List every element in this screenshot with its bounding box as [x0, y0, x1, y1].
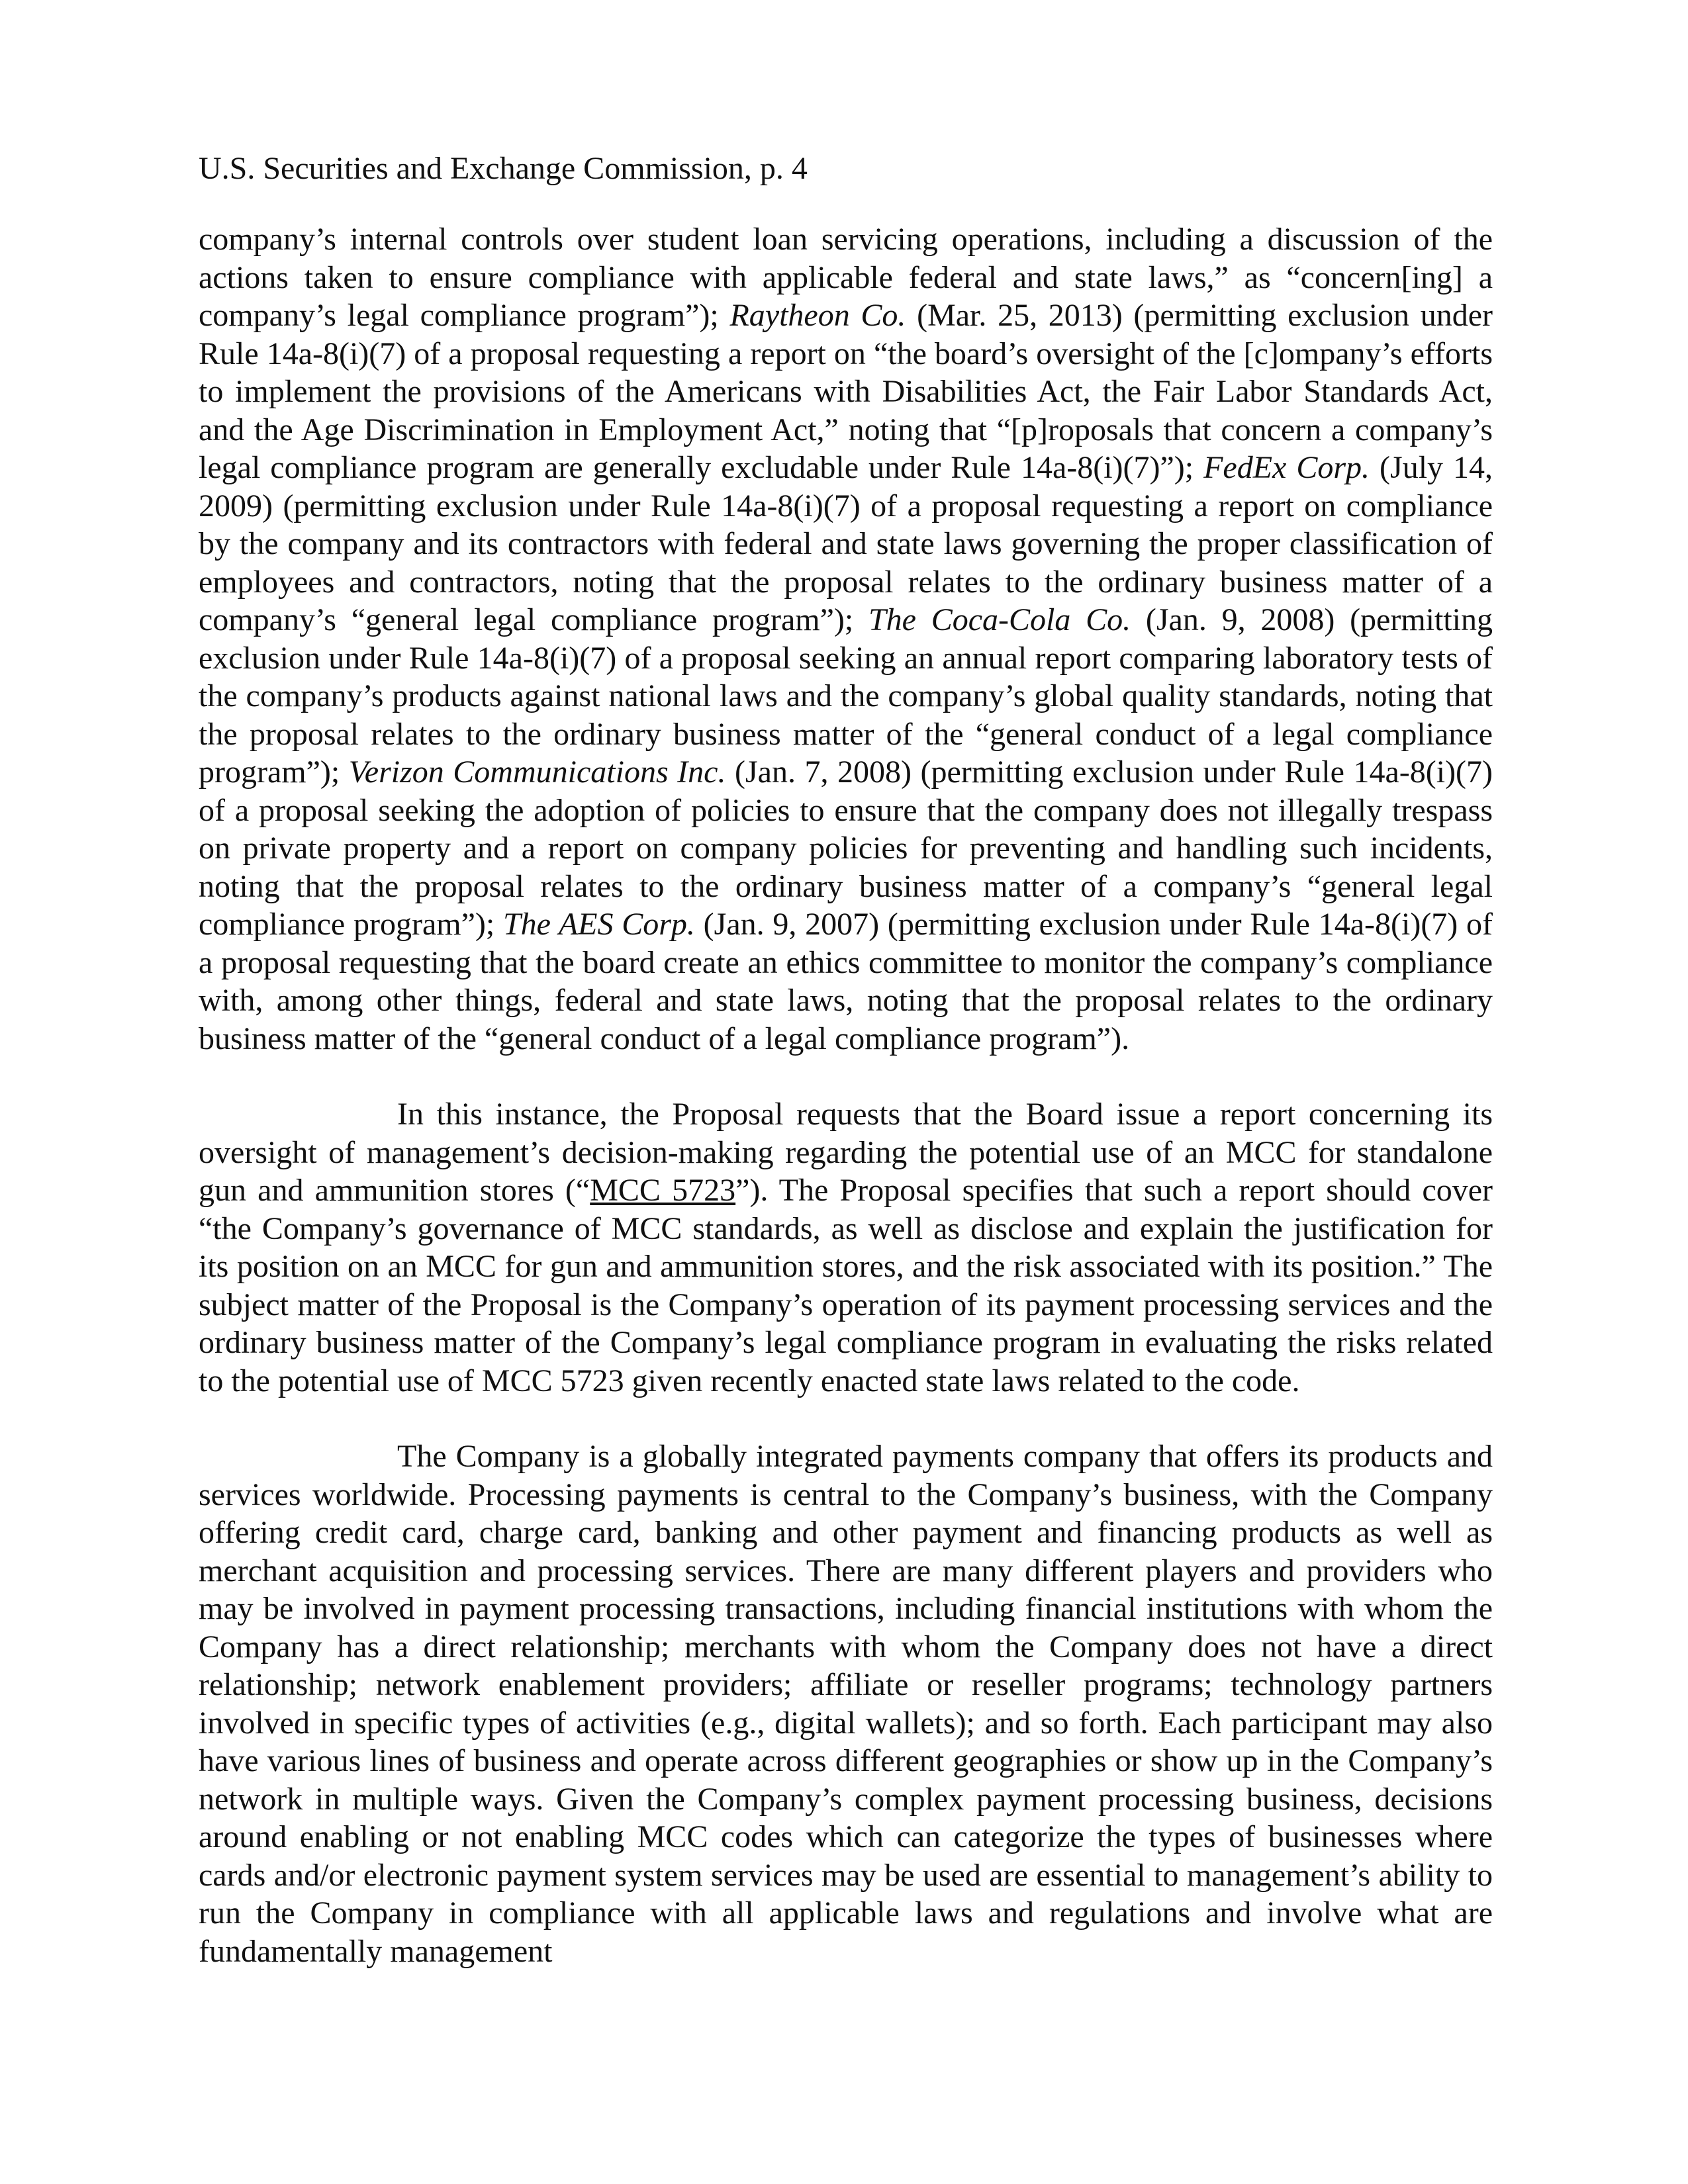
paragraph-1: [199, 220, 1493, 1058]
paragraph-1-seg-8: (Jan. 7, 2008) (permitting exclusion under Rule 14a-8(i)(7) of a proposal seeking the adoption of policies to ensure that the company does not illegally trespass on private property and a report on company policies for preventing and handling such incidents, noting that the proposal relates to the ordinary business matter of a company’s “general legal compliance program”);: [199, 754, 1493, 942]
paragraph-2-seg-0: In this instance, the Proposal requests that the Board issue a report concerning its oversight of management’s decision-making regarding the potential use of an MCC for standalone gun and ammunition stores (“: [199, 1097, 1493, 1208]
case-citation-verizon: Verizon Communications Inc.: [348, 754, 726, 790]
case-citation-raytheon: Raytheon Co.: [729, 298, 906, 333]
defined-term-mcc-5723: MCC 5723: [590, 1173, 736, 1208]
document-page: [199, 149, 1493, 2008]
paragraph-3-seg-0: The Company is a globally integrated payments company that offers its products and services worldwide. Processing payments is central to the Company’s business, with the Company offering credit card, charge card, banking and other payment and financing products as well as merchant acquisition and processing services. There are many different players and providers who may be involved in payment processing transactions, including financial institutions with whom the Company has a direct relationship; merchants with whom the Company does not have a direct relationship; network enablement providers; affiliate or reseller programs; technology partners involved in specific types of activities (e.g., digital wallets); and so forth. Each participant may also have various lines of business and operate across different geographies or show up in the Company’s network in multiple ways. Given the Company’s complex payment processing business, decisions around enabling or not enabling MCC codes which can categorize the types of businesses where cards and/or electronic payment system services may be used are essential to management’s ability to run the Company in compliance with all applicable laws and regulations and involve what are fundamentally management: [199, 1439, 1493, 1969]
paragraph-1-seg-6: (Jan. 9, 2008) (permitting exclusion under Rule 14a-8(i)(7) of a proposal seeking an annual report comparing laboratory tests of the company’s products against national laws and the company’s global quality standards, noting that the proposal relates to the ordinary business matter of the “general conduct of a legal compliance program”);: [199, 602, 1493, 790]
paragraph-1-seg-0: company’s internal controls over student loan servicing operations, including a discussion of the actions taken to ensure compliance with applicable federal and state laws,” as “concern[ing] a company’s legal compliance program”);: [199, 222, 1493, 333]
page-header: U.S. Securities and Exchange Commission, p. 4: [199, 151, 808, 186]
paragraph-1-seg-2: (Mar. 25, 2013) (permitting exclusion under Rule 14a-8(i)(7) of a proposal requesting a report on “the board’s oversight of the [c]ompany’s efforts to implement the provisions of the Americans with Disabilities Act, the Fair Labor Standards Act, and the Age Discrimination in Employment Act,” noting that “[p]roposals that concern a company’s legal compliance program are generally excludable under Rule 14a-8(i)(7)”);: [199, 298, 1493, 485]
case-citation-fedex: FedEx Corp.: [1203, 450, 1370, 485]
case-citation-aes: The AES Corp.: [502, 907, 695, 942]
paragraph-1-seg-4: (July 14, 2009) (permitting exclusion under Rule 14a-8(i)(7) of a proposal requesting a report on compliance by the company and its contractors with federal and state laws governing the proper classification of employees and contractors, noting that the proposal relates to the ordinary business matter of a company’s “general legal compliance program”);: [199, 450, 1493, 637]
paragraph-1-seg-10: (Jan. 9, 2007) (permitting exclusion under Rule 14a-8(i)(7) of a proposal requesting that the board create an ethics committee to monitor the company’s compliance with, among other things, federal and state laws, noting that the proposal relates to the ordinary business matter of the “general conduct of a legal compliance program”).: [199, 907, 1493, 1056]
paragraph-2: [199, 1095, 1493, 1400]
paragraph-3: [199, 1437, 1493, 1970]
paragraph-2-seg-2: ”). The Proposal specifies that such a report should cover “the Company’s governance of MCC standards, as well as disclose and explain the justification for its position on an MCC for gun and ammunition stores, and the risk associated with its position.” The subject matter of the Proposal is the Company’s operation of its payment processing services and the ordinary business matter of the Company’s legal compliance program in evaluating the risks related to the potential use of MCC 5723 given recently enacted state laws related to the code.: [199, 1173, 1493, 1398]
case-citation-coca-cola: The Coca-Cola Co.: [868, 602, 1131, 637]
